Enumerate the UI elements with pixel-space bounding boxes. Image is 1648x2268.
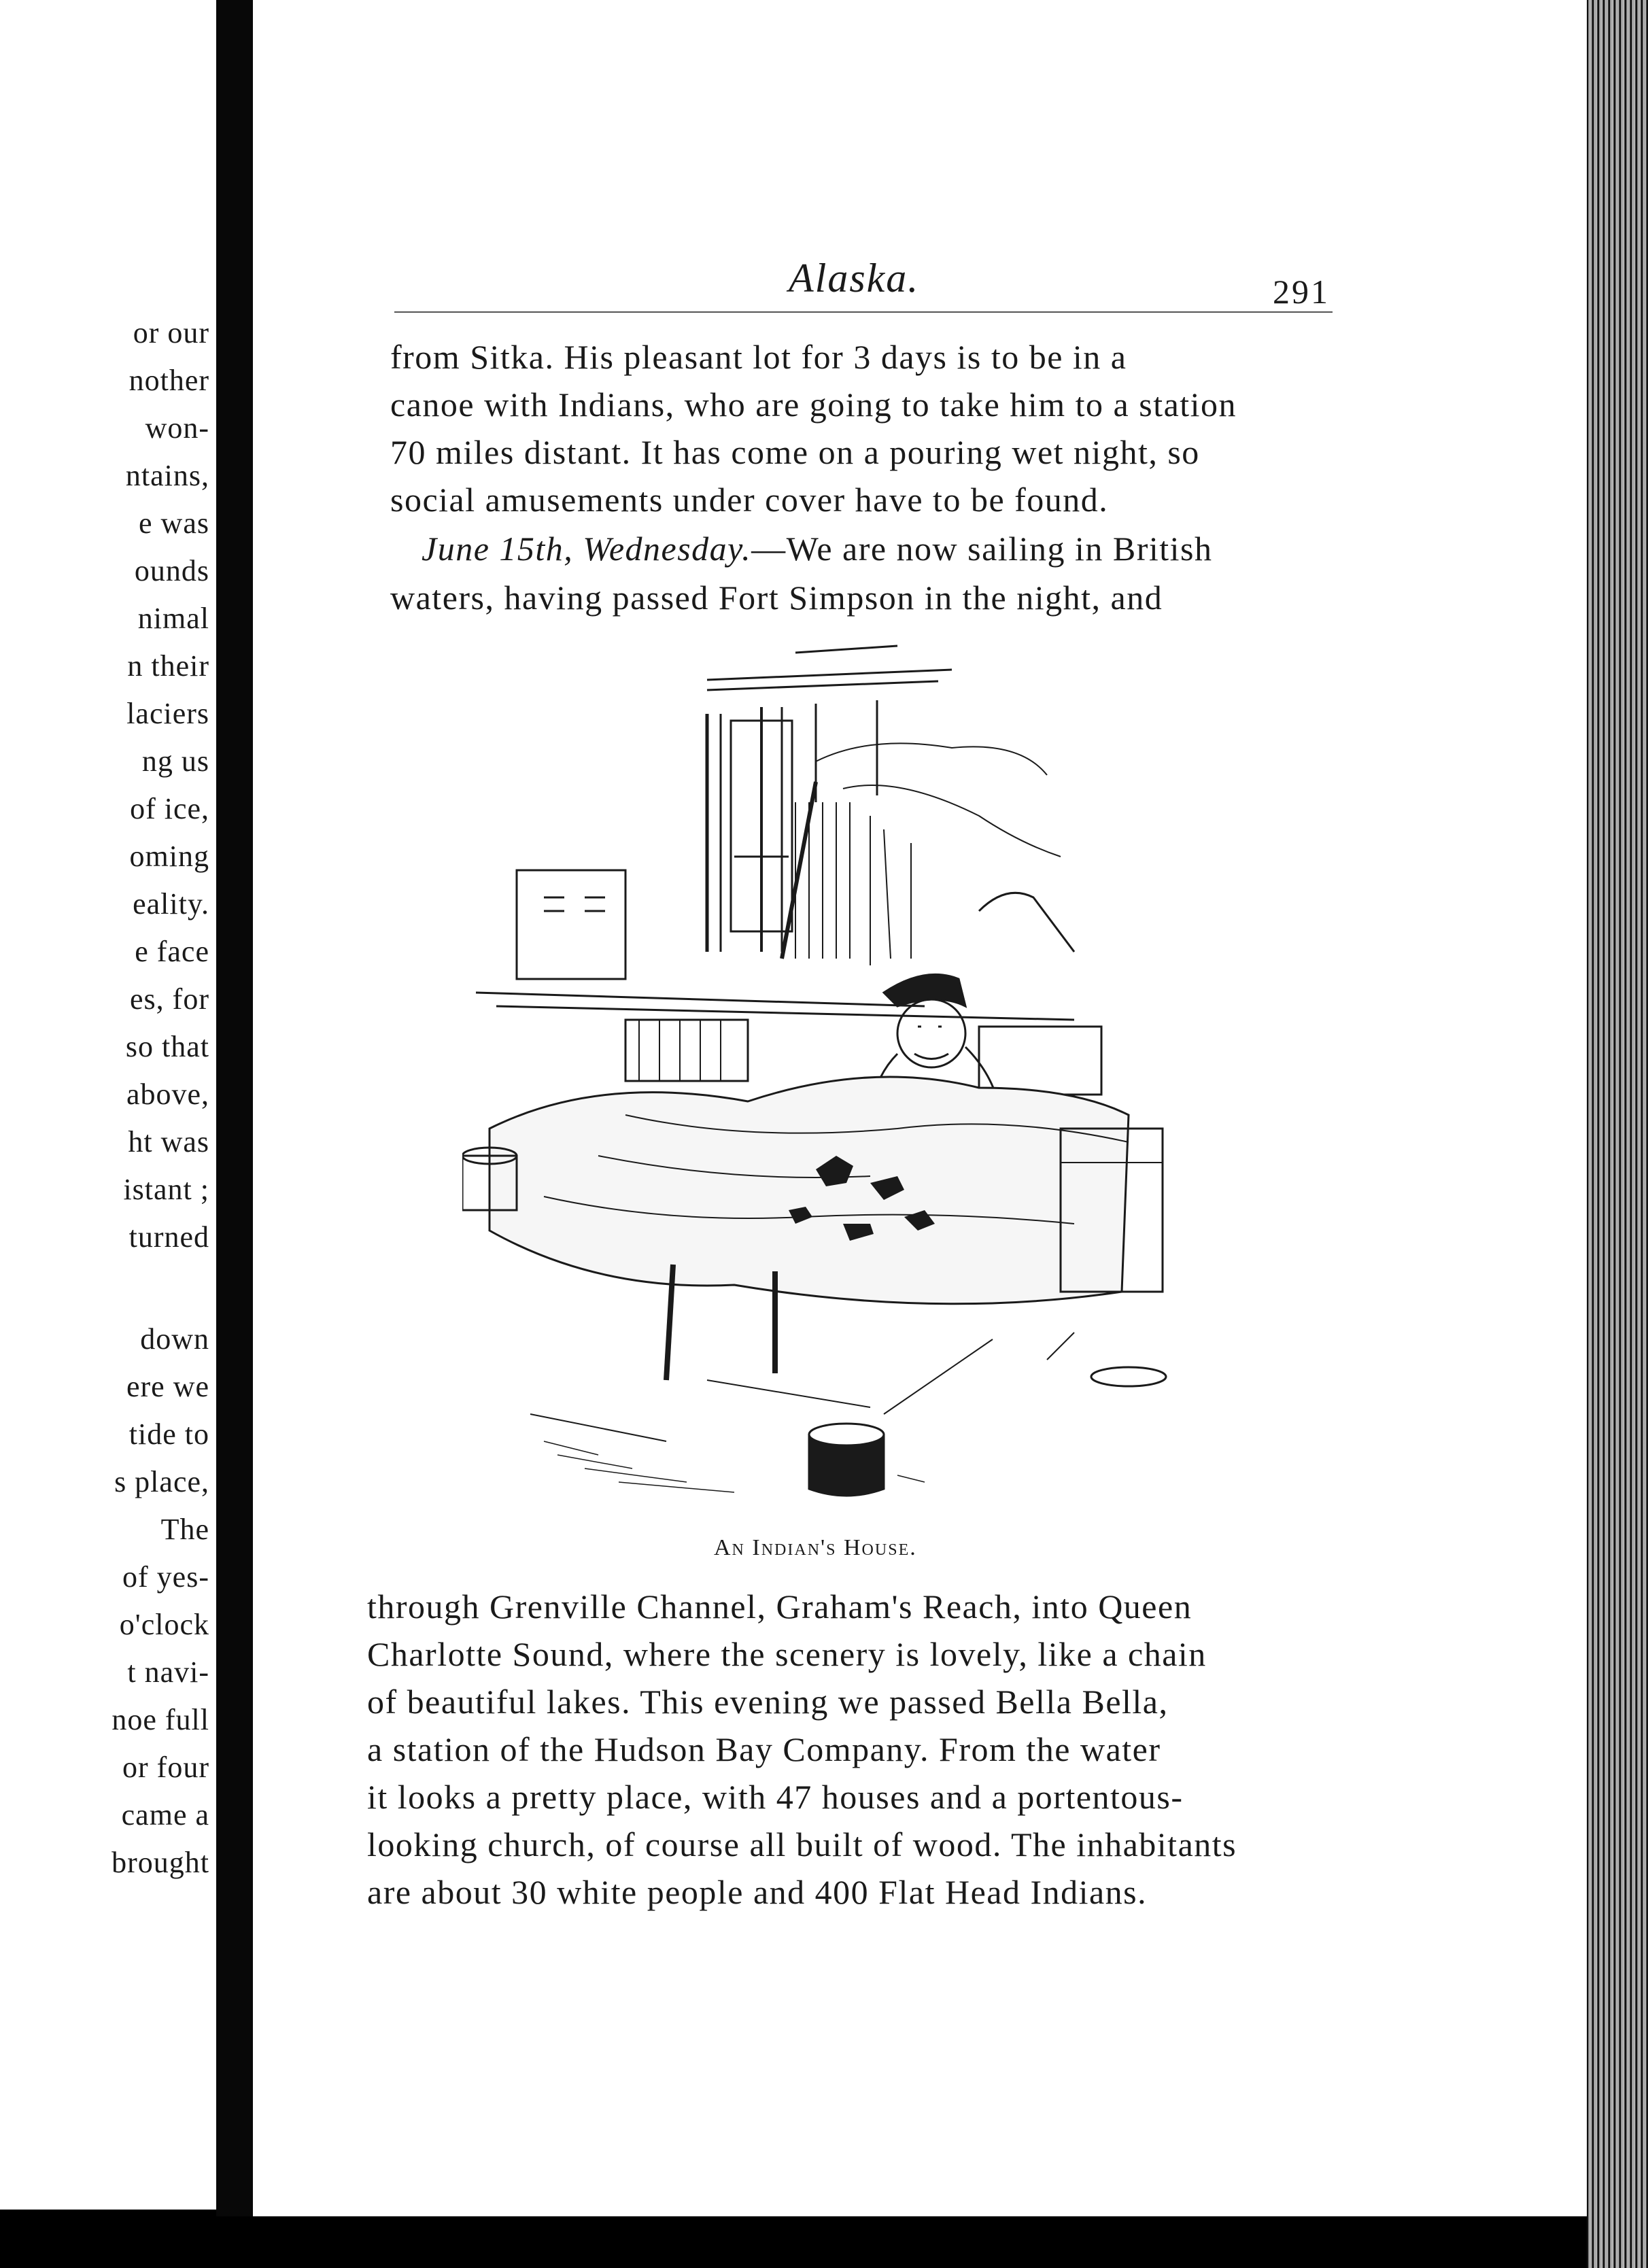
prev-page-line: of ice, <box>130 792 209 825</box>
prev-page-line: down <box>140 1322 209 1356</box>
prev-page-line: ng us <box>141 744 209 778</box>
diary-date: June 15th, Wednesday. <box>422 530 752 568</box>
header-rule <box>394 311 1333 313</box>
prev-page-line: nother <box>128 364 209 397</box>
prev-page-line: or four <box>122 1751 209 1784</box>
prev-page-line: istant ; <box>123 1173 209 1206</box>
body-line: through Grenville Channel, Graham's Reach, into Queen <box>367 1587 1192 1626</box>
page-block-edges <box>1587 0 1648 2268</box>
prev-page-line: brought <box>111 1846 209 1879</box>
prev-page-line: laciers <box>126 697 209 730</box>
prev-page-line: won- <box>145 411 209 445</box>
prev-page-line: ounds <box>134 554 209 587</box>
body-line: waters, having passed Fort Simpson in the night, and <box>390 579 1163 617</box>
body-line: a station of the Hudson Bay Company. From the water <box>367 1730 1161 1768</box>
diary-text: —We are now sailing in British <box>751 530 1213 568</box>
book-gutter <box>216 0 253 2268</box>
prev-page-line: turned <box>128 1220 209 1254</box>
prev-page-line: nimal <box>137 602 209 635</box>
illustration-caption: An Indian's House. <box>714 1535 917 1560</box>
body-line: are about 30 white people and 400 Flat Head Indians. <box>367 1873 1148 1911</box>
prev-page-line: so that <box>125 1030 209 1063</box>
indian-house-illustration <box>462 639 1244 1509</box>
prev-page-line: of yes- <box>122 1560 209 1594</box>
prev-page-line: t navi- <box>127 1655 209 1689</box>
prev-page-line: eality. <box>133 887 209 921</box>
running-head: Alaska. <box>789 256 920 300</box>
body-line: from Sitka. His pleasant lot for 3 days is to be in a <box>390 338 1127 376</box>
prev-page-line: o'clock <box>119 1608 209 1641</box>
previous-page-fragment <box>0 0 216 2210</box>
prev-page-line: n their <box>127 649 209 683</box>
prev-page-line: noe full <box>111 1703 209 1736</box>
body-line: Charlotte Sound, where the scenery is lovely, like a chain <box>367 1635 1207 1673</box>
scan-bottom-margin <box>0 2216 1587 2268</box>
body-line: of beautiful lakes. This evening we passed Bella Bella, <box>367 1683 1169 1721</box>
body-line: social amusements under cover have to be found. <box>390 481 1109 519</box>
page-number: 291 <box>1273 273 1330 311</box>
prev-page-line: ere we <box>126 1370 209 1403</box>
prev-page-line: above, <box>126 1078 209 1111</box>
body-line: 70 miles distant. It has come on a pouring wet night, so <box>390 433 1200 471</box>
prev-page-line: or our <box>133 316 209 349</box>
prev-page-line: es, for <box>130 982 209 1016</box>
prev-page-line: The <box>160 1513 209 1546</box>
prev-page-line: tide to <box>128 1418 209 1451</box>
body-line: looking church, of course all built of wood. The inhabitants <box>367 1825 1237 1863</box>
body-line: it looks a pretty place, with 47 houses and a portentous- <box>367 1778 1184 1816</box>
prev-page-line: ntains, <box>125 459 209 492</box>
prev-page-line: ht was <box>128 1125 209 1158</box>
prev-page-line: oming <box>129 840 209 873</box>
prev-page-line: s place, <box>114 1465 209 1498</box>
prev-page-line: e face <box>135 935 209 968</box>
body-line: canoe with Indians, who are going to take him to a station <box>390 385 1237 424</box>
diary-entry-line <box>422 532 1213 566</box>
prev-page-line: e was <box>139 506 209 540</box>
prev-page-line: came a <box>121 1798 209 1832</box>
